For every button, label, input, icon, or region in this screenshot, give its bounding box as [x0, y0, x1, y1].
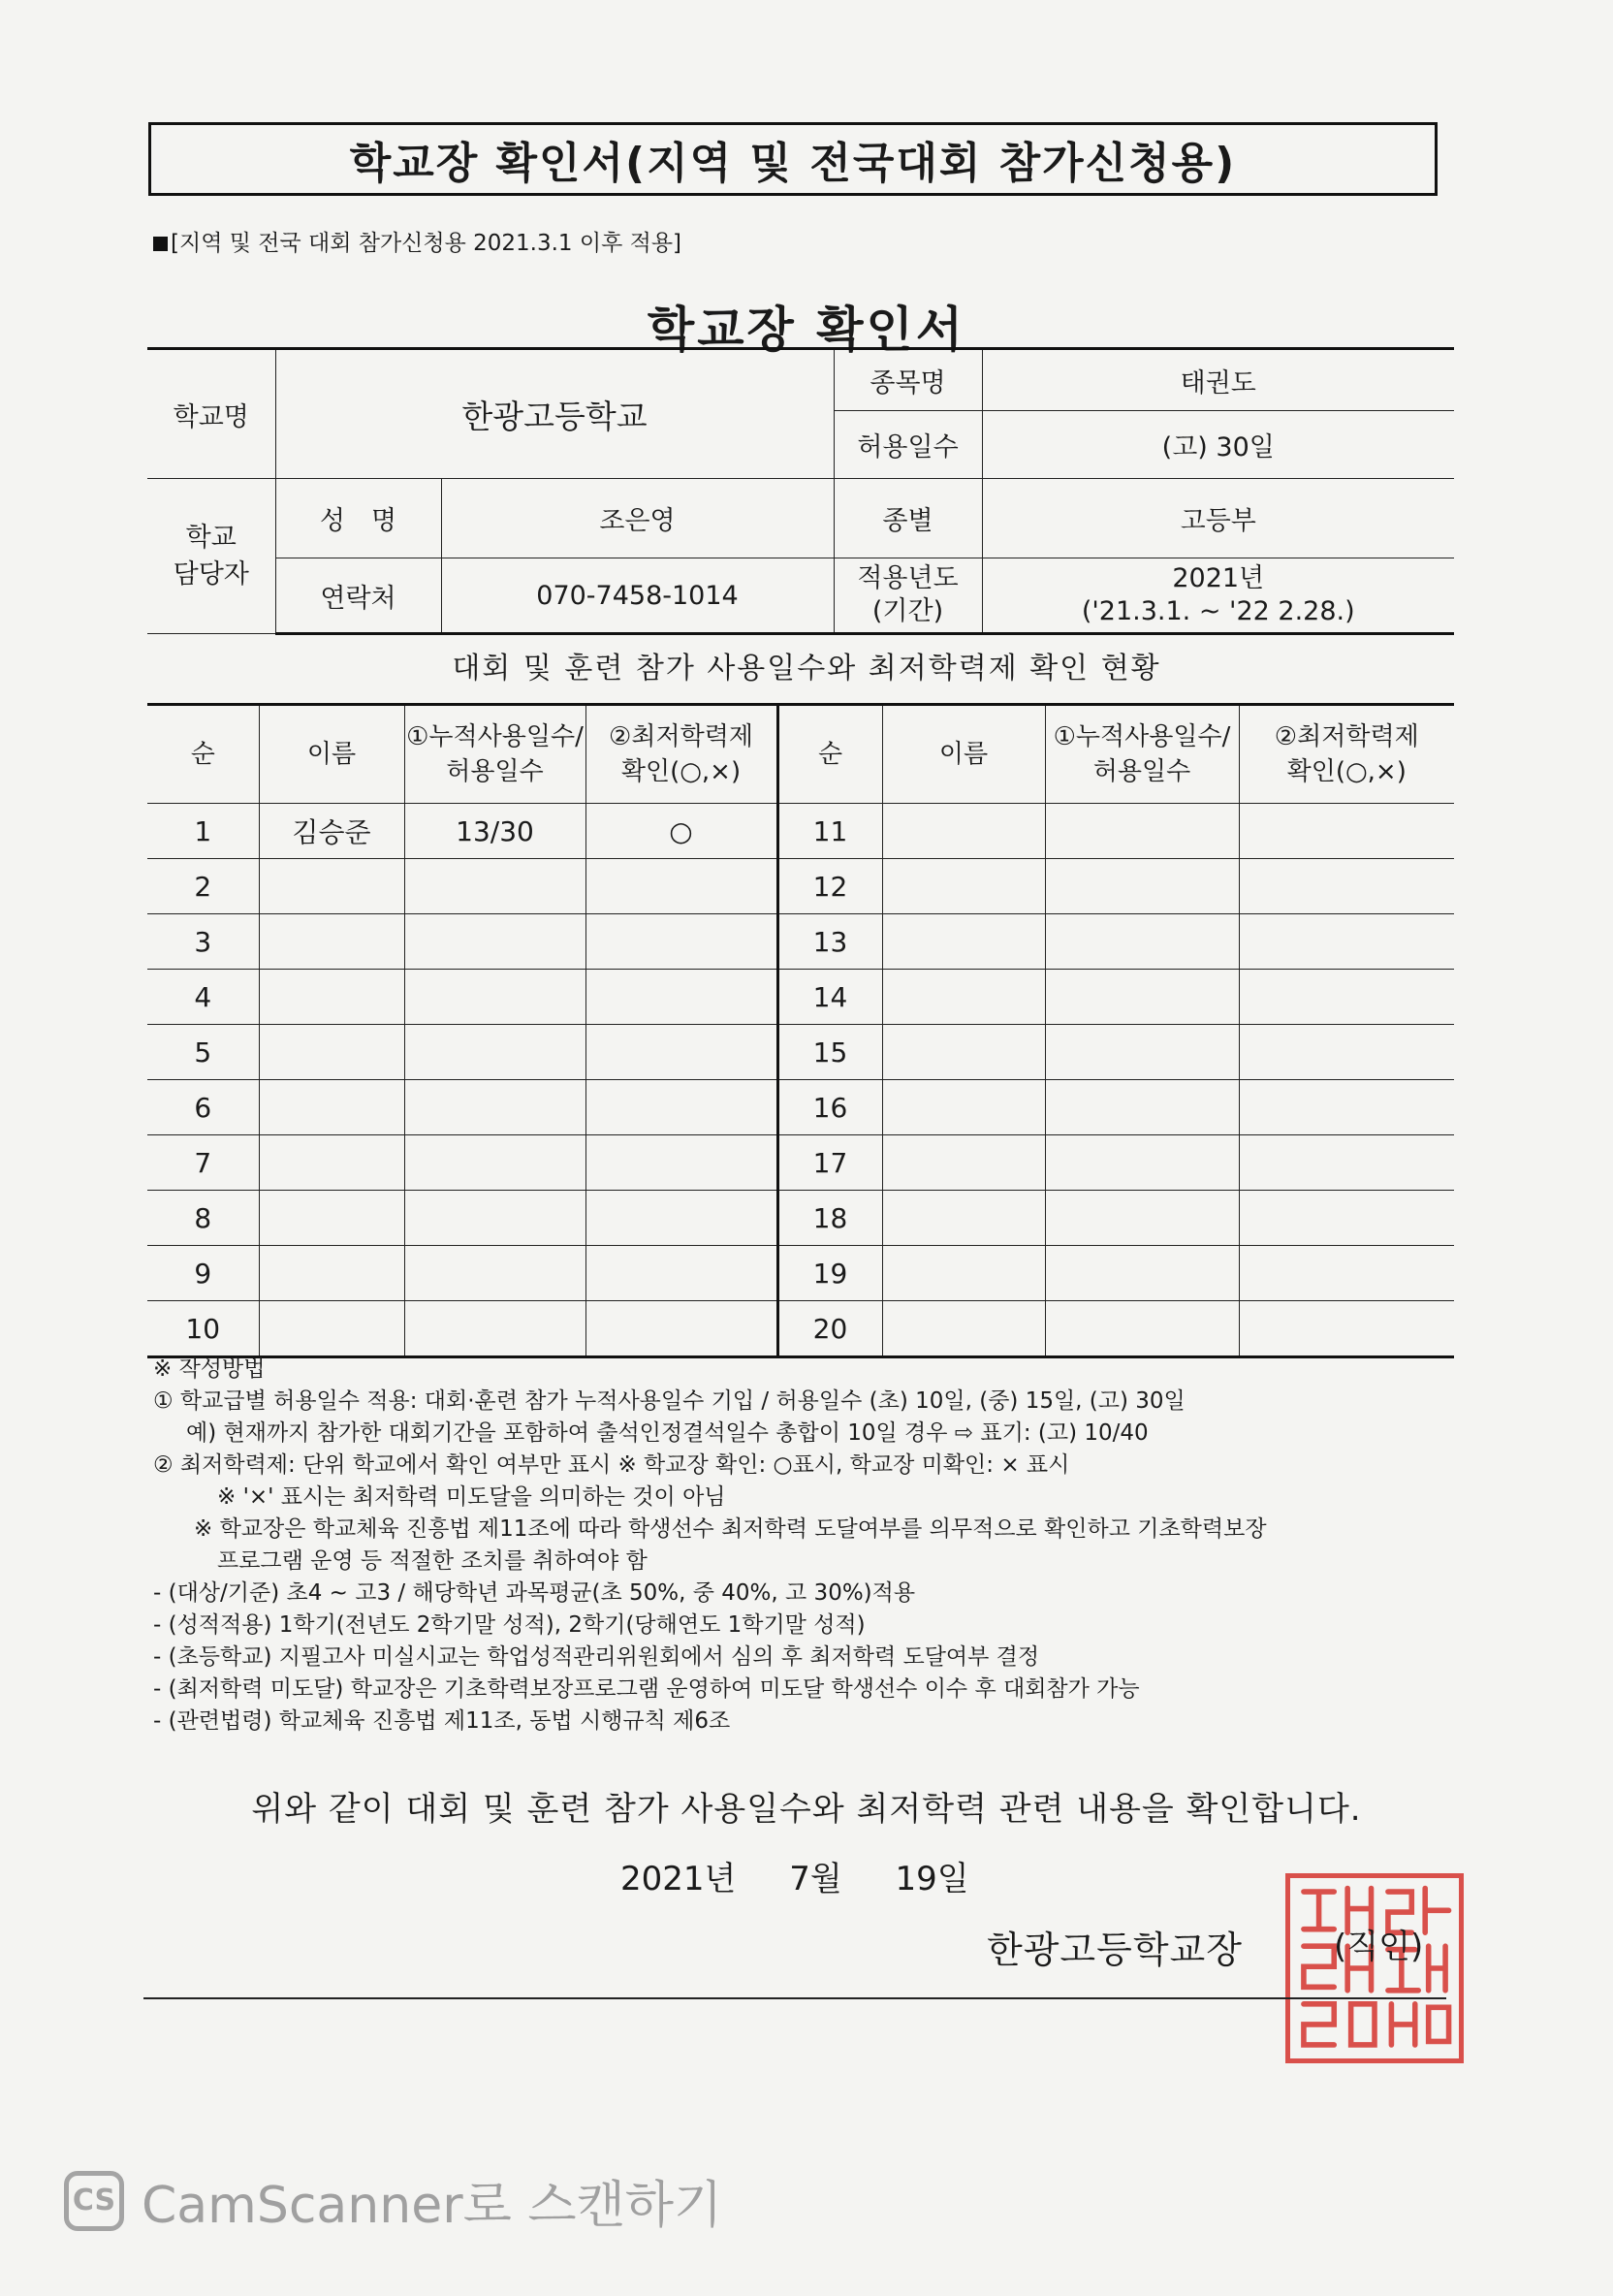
cell-check: [585, 859, 777, 914]
cell-days: [1045, 804, 1239, 859]
instruction-line: - (관련법령) 학교체육 진흥법 제11조, 동법 시행규칙 제6조: [153, 1708, 731, 1734]
school-label: 학교명: [147, 349, 275, 479]
cell-days: [1045, 859, 1239, 914]
watermark-text: CamScanner로 스캔하기: [142, 2177, 723, 2235]
allowed-days-label: 허용일수: [834, 411, 982, 479]
table-row: [147, 859, 1454, 914]
cell-no: 2: [147, 859, 259, 914]
manager-label: 학교 담당자: [147, 479, 275, 634]
instruction-line: - (성적적용) 1학기(전년도 2학기말 성적), 2학기(당해연도 1학기말 성적): [153, 1612, 866, 1638]
cell-no: 11: [777, 804, 882, 859]
cell-no: 13: [777, 914, 882, 970]
header-check: ②최저학력제 확인(○,×): [1239, 705, 1454, 804]
cell-days: [1045, 1246, 1239, 1301]
instruction-line: ※ 작성방법: [153, 1356, 266, 1382]
table-row: [147, 1246, 1454, 1301]
cell-name: [882, 1246, 1045, 1301]
header-days: ①누적사용일수/ 허용일수: [404, 705, 585, 804]
cell-name: [259, 1025, 404, 1080]
cell-no: 8: [147, 1191, 259, 1246]
event-label: 종목명: [834, 349, 982, 411]
header-title-box: [148, 122, 1438, 196]
cell-name: [259, 1191, 404, 1246]
manager-name-value: 조은영: [441, 479, 834, 558]
cell-no: 12: [777, 859, 882, 914]
table-row: [147, 914, 1454, 970]
cell-name: [259, 914, 404, 970]
cell-no: 20: [777, 1301, 882, 1357]
instruction-line: - (대상/기준) 초4 ~ 고3 / 해당학년 과목평균(초 50%, 중 40%, 고 30%)적용: [153, 1580, 916, 1606]
cell-days: [404, 1301, 585, 1357]
signature-line: [143, 1997, 1446, 1999]
cell-days: [404, 1191, 585, 1246]
table-row: [147, 1080, 1454, 1135]
cell-no: 1: [147, 804, 259, 859]
date-month: 7월: [789, 1860, 842, 1898]
table-row: [147, 1301, 1454, 1357]
square-bullet-icon: [153, 237, 168, 251]
cell-days: [404, 914, 585, 970]
cell-no: 19: [777, 1246, 882, 1301]
cell-name: 김승준: [259, 804, 404, 859]
cell-check: [585, 970, 777, 1025]
cell-days: [1045, 1135, 1239, 1191]
header-check: ②최저학력제 확인(○,×): [585, 705, 777, 804]
cell-days: [1045, 1191, 1239, 1246]
cell-no: 4: [147, 970, 259, 1025]
instruction-line: ② 최저학력제: 단위 학교에서 확인 여부만 표시 ※ 학교장 확인: ○표시, 학교장 미확인: × 표시: [153, 1452, 1070, 1478]
cell-days: [404, 970, 585, 1025]
cell-name: [882, 970, 1045, 1025]
cell-no: 9: [147, 1246, 259, 1301]
category-value: 고등부: [982, 479, 1454, 558]
participation-table: [147, 703, 1454, 1358]
cell-check: [585, 1025, 777, 1080]
header-name: 이름: [259, 705, 404, 804]
header-title: 학교장 확인서(지역 및 전국대회 참가신청용): [349, 139, 1237, 188]
seal-label: (직인): [1334, 1928, 1424, 1966]
table-row: [147, 970, 1454, 1025]
cell-name: [882, 1135, 1045, 1191]
manager-name-label: 성 명: [275, 479, 441, 558]
cell-check: [1239, 970, 1454, 1025]
header-days: ①누적사용일수/ 허용일수: [1045, 705, 1239, 804]
table-header-row: [147, 705, 1454, 804]
cell-name: [882, 804, 1045, 859]
contact-label: 연락처: [275, 558, 441, 634]
header-name: 이름: [882, 705, 1045, 804]
date-year: 2021년: [620, 1860, 737, 1898]
signer-title: 한광고등학교장: [987, 1929, 1243, 1971]
allowed-days-value: (고) 30일: [982, 411, 1454, 479]
cell-name: [259, 1246, 404, 1301]
cell-no: 10: [147, 1301, 259, 1357]
cell-days: 13/30: [404, 804, 585, 859]
cell-check: [1239, 804, 1454, 859]
header-no: 순: [777, 705, 882, 804]
cell-name: [882, 1301, 1045, 1357]
header-no: 순: [147, 705, 259, 804]
cell-no: 15: [777, 1025, 882, 1080]
cell-check: [585, 1080, 777, 1135]
instruction-line: ※ 학교장은 학교체육 진흥법 제11조에 따라 학생선수 최저학력 도달여부를 의무적으로 확인하고 기초학력보장: [194, 1516, 1267, 1542]
cell-name: [882, 859, 1045, 914]
confirmation-statement: 위와 같이 대회 및 훈련 참가 사용일수와 최저학력 관련 내용을 확인합니다.: [251, 1790, 1362, 1829]
contact-value: 070-7458-1014: [441, 558, 834, 634]
info-table: [147, 347, 1454, 635]
cell-check: ○: [585, 804, 777, 859]
cell-no: 18: [777, 1191, 882, 1246]
table-row: [147, 804, 1454, 859]
instruction-line: 예) 현재까지 참가한 대회기간을 포함하여 출석인정결석일수 총합이 10일 경우 ⇨ 표기: (고) 10/40: [186, 1420, 1149, 1446]
cell-check: [1239, 914, 1454, 970]
subnote: [153, 225, 681, 257]
cell-days: [1045, 1025, 1239, 1080]
official-seal-stamp: [1285, 1873, 1464, 2063]
cell-no: 6: [147, 1080, 259, 1135]
instruction-line: ※ '×' 표시는 최저학력 미도달을 의미하는 것이 아님: [217, 1484, 726, 1510]
date-day: 19일: [895, 1860, 969, 1898]
signing-date: [620, 1852, 969, 1899]
cell-check: [1239, 1301, 1454, 1357]
cell-check: [1239, 859, 1454, 914]
cell-no: 14: [777, 970, 882, 1025]
instruction-line: - (최저학력 미도달) 학교장은 기초학력보장프로그램 운영하여 미도달 학생선수 이수 후 대회참가 가능: [153, 1676, 1140, 1702]
cell-check: [1239, 1191, 1454, 1246]
table-row: [147, 1135, 1454, 1191]
cell-check: [1239, 1135, 1454, 1191]
cell-days: [404, 859, 585, 914]
cell-days: [404, 1025, 585, 1080]
cell-no: 3: [147, 914, 259, 970]
cell-name: [259, 1301, 404, 1357]
table-row: [147, 1025, 1454, 1080]
instructions: [153, 1354, 1452, 1738]
cell-name: [259, 859, 404, 914]
instruction-line: 프로그램 운영 등 적절한 조치를 취하여야 함: [217, 1548, 648, 1574]
cell-no: 16: [777, 1080, 882, 1135]
cell-days: [404, 1080, 585, 1135]
cell-check: [1239, 1080, 1454, 1135]
cell-check: [1239, 1246, 1454, 1301]
camscanner-watermark: [64, 2164, 722, 2237]
cell-days: [1045, 1080, 1239, 1135]
subnote-text: [지역 및 전국 대회 참가신청용 2021.3.1 이후 적용]: [171, 231, 682, 256]
cell-name: [259, 1080, 404, 1135]
instruction-line: - (초등학교) 지필고사 미실시교는 학업성적관리위원회에서 심의 후 최저학력 도달여부 결정: [153, 1644, 1040, 1670]
instruction-line: ① 학교급별 허용일수 적용: 대회·훈련 참가 누적사용일수 기입 / 허용일수 (초) 10일, (중) 15일, (고) 30일: [153, 1388, 1186, 1414]
cell-days: [1045, 914, 1239, 970]
cell-no: 5: [147, 1025, 259, 1080]
cell-name: [259, 970, 404, 1025]
cell-name: [259, 1135, 404, 1191]
cell-check: [585, 1301, 777, 1357]
cell-no: 17: [777, 1135, 882, 1191]
camscanner-logo-icon: [64, 2171, 124, 2231]
table-row: [147, 1191, 1454, 1246]
school-value: 한광고등학교: [275, 349, 834, 479]
cell-check: [585, 1191, 777, 1246]
cell-check: [585, 914, 777, 970]
cell-no: 7: [147, 1135, 259, 1191]
cell-days: [404, 1135, 585, 1191]
section-title: 대회 및 훈련 참가 사용일수와 최저학력제 확인 현황: [452, 652, 1161, 686]
cell-check: [585, 1135, 777, 1191]
period-label: 적용년도 (기간): [834, 558, 982, 634]
period-value: 2021년 ('21.3.1. ~ '22 2.28.): [982, 558, 1454, 634]
seal-glyph-icon: [1290, 1878, 1459, 2058]
camscanner-logo-text: CS: [72, 2184, 116, 2217]
cell-days: [1045, 1301, 1239, 1357]
cell-name: [882, 1025, 1045, 1080]
event-value: 태권도: [982, 349, 1454, 411]
cell-name: [882, 1191, 1045, 1246]
cell-days: [404, 1246, 585, 1301]
cell-days: [1045, 970, 1239, 1025]
cell-name: [882, 1080, 1045, 1135]
category-label: 종별: [834, 479, 982, 558]
cell-check: [585, 1246, 777, 1301]
cell-check: [1239, 1025, 1454, 1080]
cell-name: [882, 914, 1045, 970]
document-title: 학교장 확인서: [647, 302, 966, 358]
